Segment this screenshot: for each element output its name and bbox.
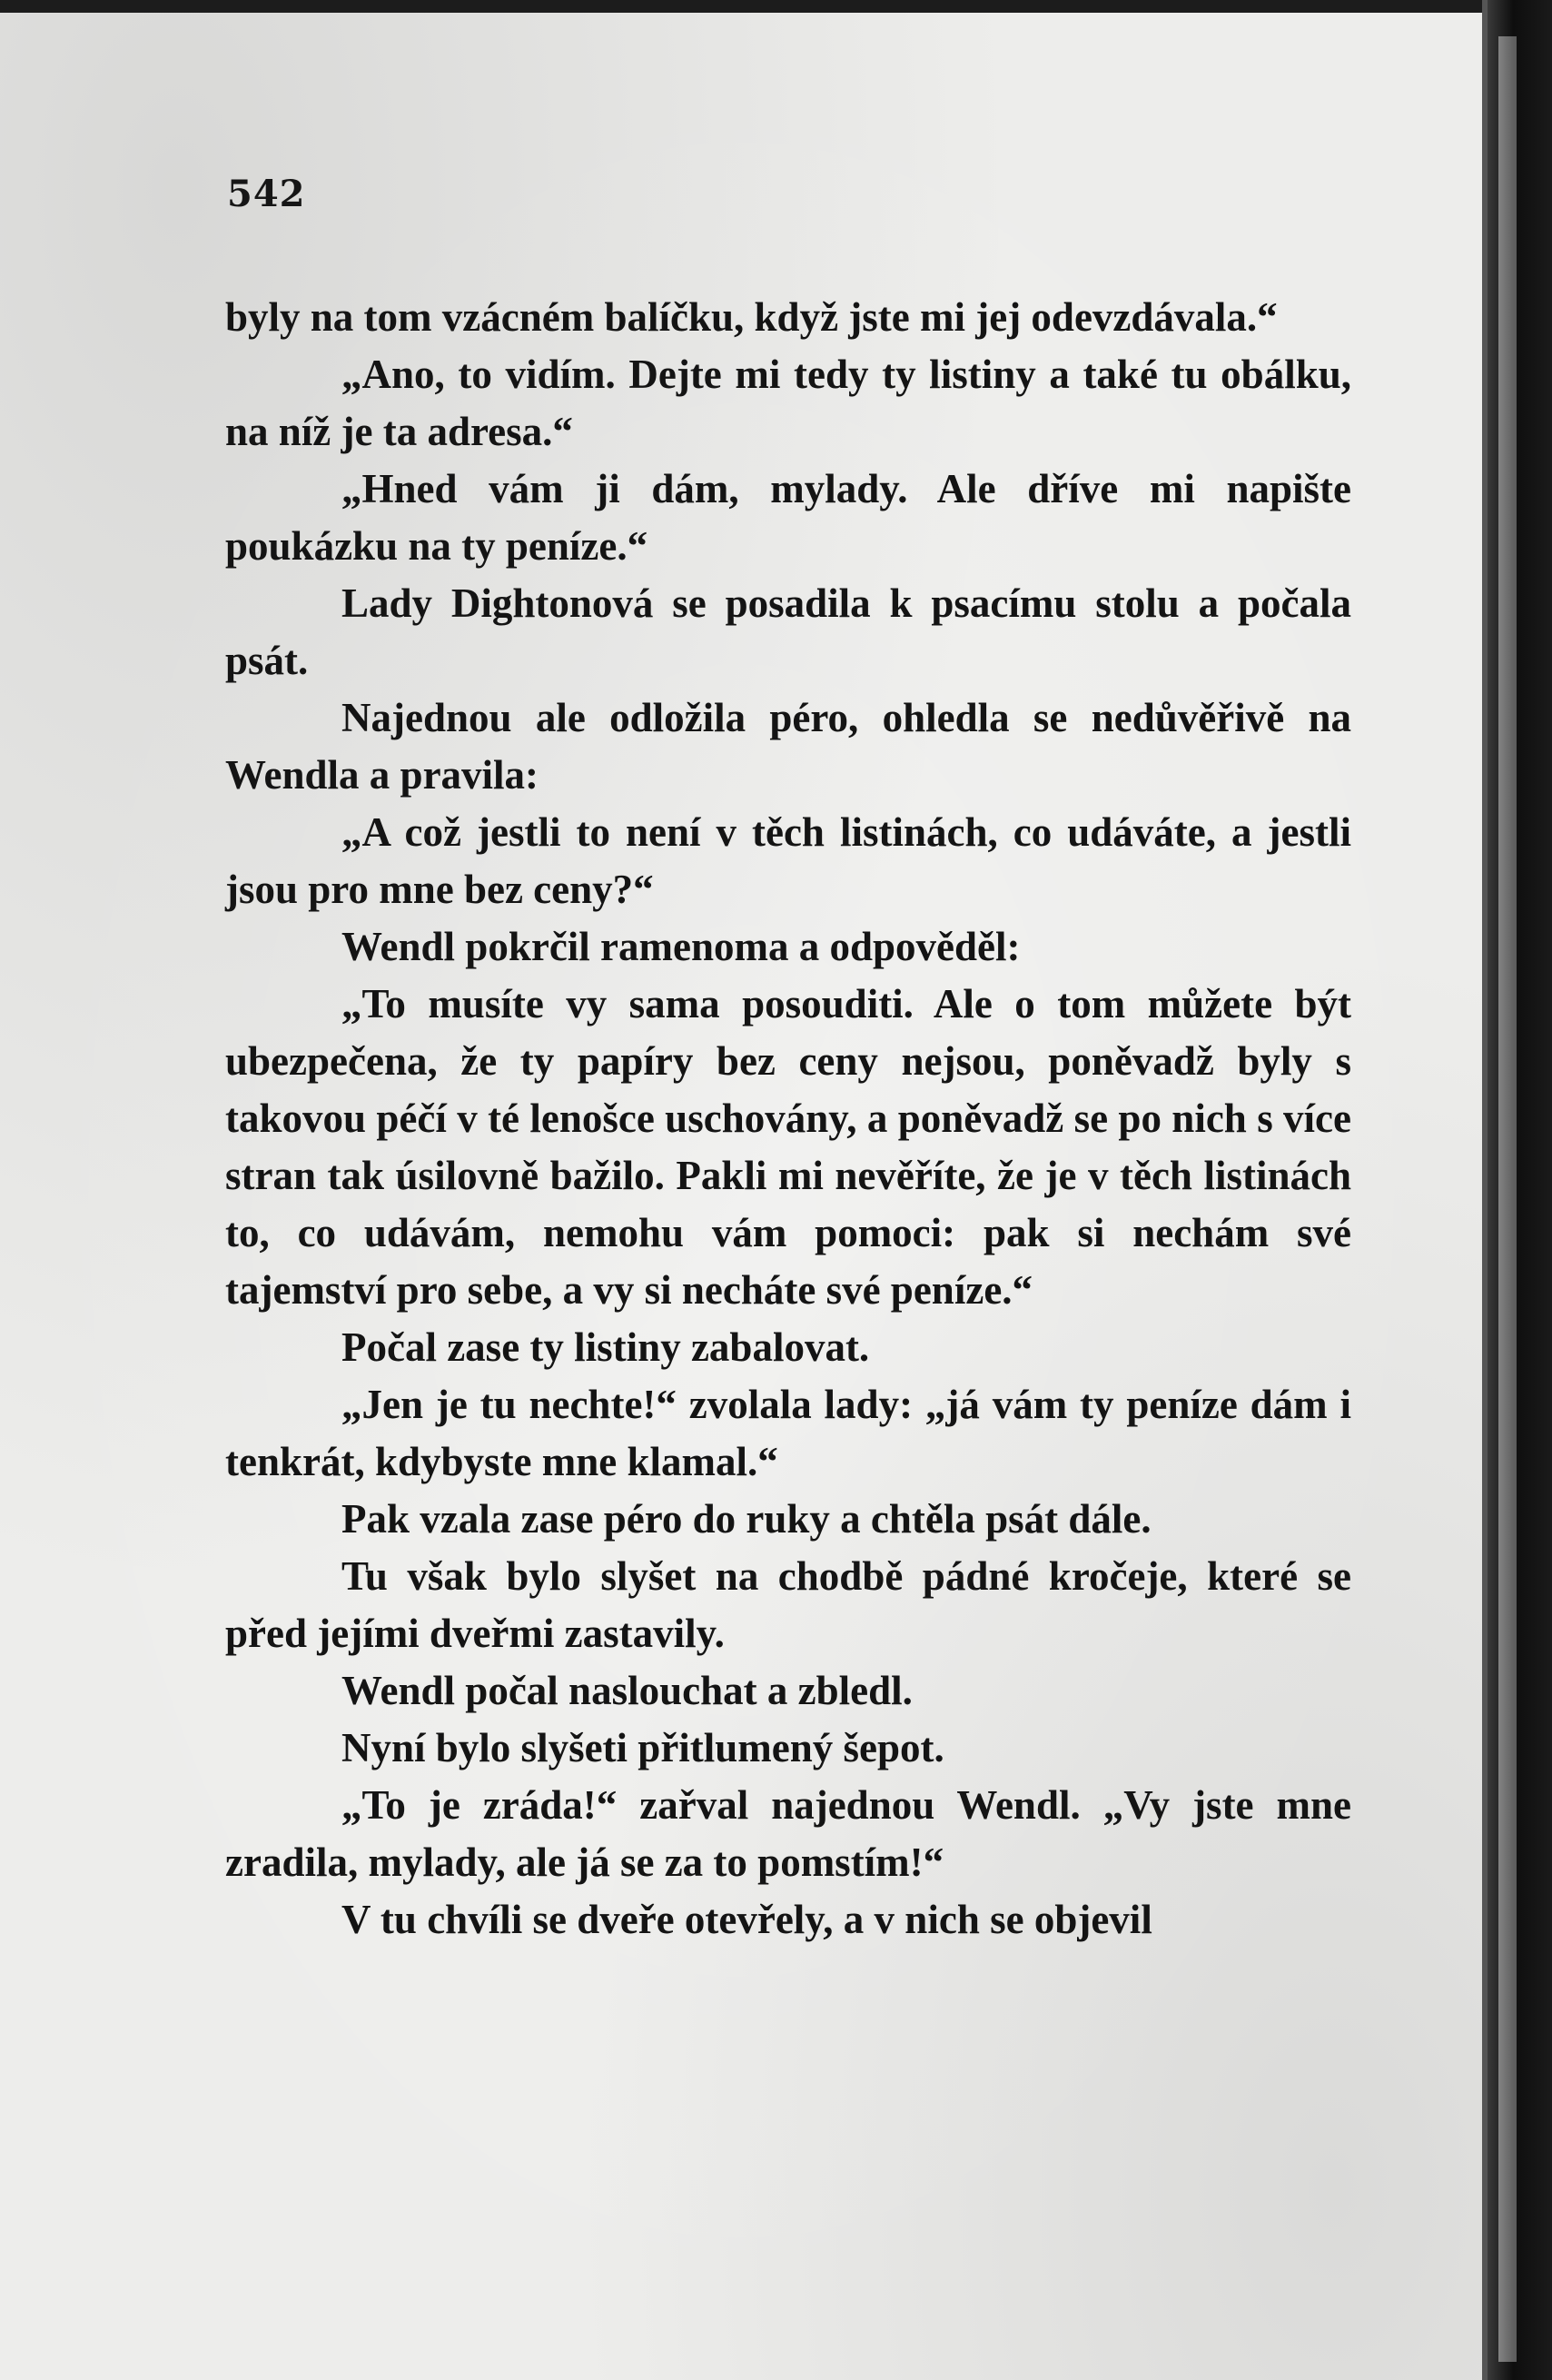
paragraph: Pak vzala zase péro do ruky a chtěla psát dále. xyxy=(341,1496,1152,1542)
paragraph: Počal zase ty listiny zabalovat. xyxy=(341,1324,870,1370)
paragraph: „To je zráda!“ zařval najednou Wendl. „Vy jste mne zradila, mylady, ale já se za to pomstím!“ xyxy=(225,1782,1351,1885)
paragraph: V tu chvíli se dveře otevřely, a v nich se objevil xyxy=(341,1897,1152,1942)
paragraph: „Jen je tu nechte!“ zvolala lady: „já vám ty peníze dám i tenkrát, kdybyste mne klamal.“ xyxy=(225,1382,1351,1484)
paragraph: „Ano, to vidím. Dejte mi tedy ty listiny a také tu obálku, na níž je ta adresa.“ xyxy=(225,352,1351,454)
paragraph: „Hned vám ji dám, mylady. Ale dříve mi napište poukázku na ty peníze.“ xyxy=(225,466,1351,569)
paragraph: Wendl počal naslouchat a zbledl. xyxy=(341,1668,913,1713)
paragraph: Tu však bylo slyšet na chodbě pádné kročeje, které se před jejími dveřmi zastavily. xyxy=(225,1553,1351,1656)
book-spine-edge xyxy=(1488,0,1552,2380)
paragraph: „To musíte vy sama posouditi. Ale o tom můžete být ubezpečena, že ty papíry bez ceny nejsou, poněvadž byly s takovou péčí v té lenošce uschovány, a poněvadž se po nich s více stran tak úsilovně bažilo. Pakli mi nevěříte, že je v těch listinách to, co udávám, nemohu vám pomoci: pak si nechám své tajemství pro sebe, a vy si necháte své peníze.“ xyxy=(225,981,1351,1313)
paragraph: Wendl pokrčil ramenoma a odpověděl: xyxy=(341,924,1021,969)
page-number: 542 xyxy=(227,173,306,215)
paragraph: Najednou ale odložila péro, ohledla se nedůvěřivě na Wendla a pravila: xyxy=(225,695,1351,798)
paragraph: Lady Dightonová se posadila k psacímu stolu a počala psát. xyxy=(225,580,1351,683)
next-page-edge xyxy=(1498,36,1517,2362)
paragraph: „A což jestli to není v těch listinách, co udáváte, a jestli jsou pro mne bez ceny?“ xyxy=(225,809,1351,912)
body-text xyxy=(225,289,1351,1949)
paragraph: Nyní bylo slyšeti přitlumený šepot. xyxy=(341,1725,944,1770)
paragraph: byly na tom vzácném balíčku, když jste mi jej odevzdávala.“ xyxy=(225,294,1278,340)
